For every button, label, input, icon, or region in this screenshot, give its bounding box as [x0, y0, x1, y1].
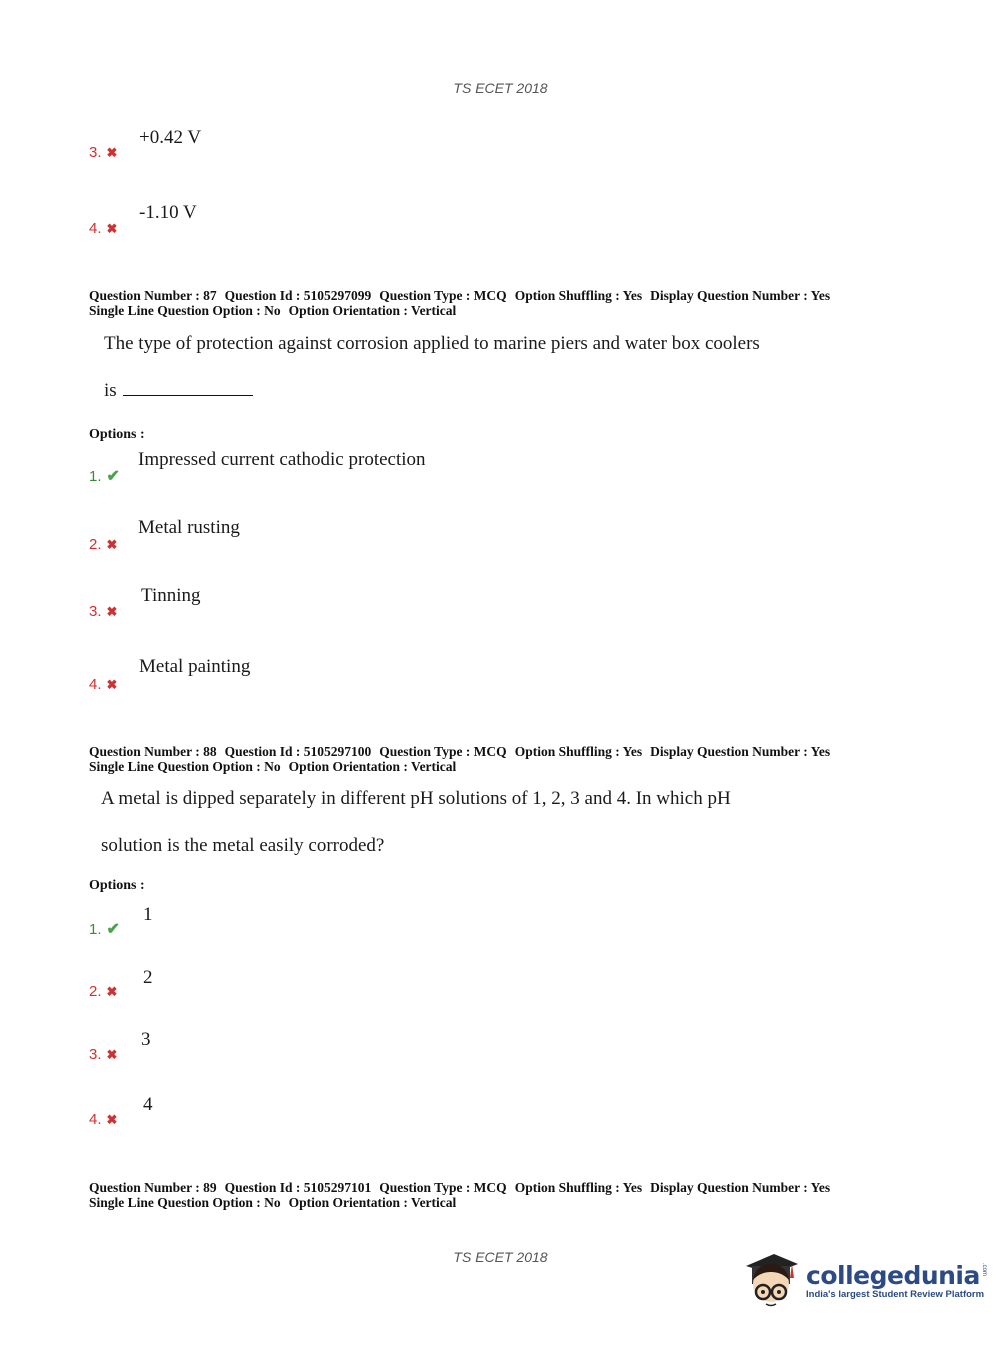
option-number	[89, 983, 117, 1000]
question-meta	[89, 744, 838, 774]
option-number-label: 1.	[89, 920, 102, 938]
option-number	[89, 603, 117, 620]
meta-option-orientation: Option Orientation : Vertical	[288, 759, 457, 774]
option-text: Metal rusting	[138, 517, 240, 538]
option-number-label: 4.	[89, 1111, 102, 1128]
meta-question-type: Question Type : MCQ	[379, 744, 507, 759]
meta-single-line-option: Single Line Question Option : No	[89, 303, 281, 318]
meta-display-question-number: Display Question Number : Yes	[650, 1180, 831, 1195]
options-label: Options :	[89, 427, 145, 442]
option-number	[89, 220, 117, 237]
option-number	[89, 466, 120, 486]
option-number	[89, 536, 117, 553]
cross-icon: ✖	[106, 536, 118, 552]
option-text: 4	[143, 1094, 153, 1115]
meta-question-number: Question Number : 89	[89, 1180, 217, 1195]
option-number	[89, 919, 120, 939]
meta-question-id: Question Id : 5105297101	[224, 1180, 372, 1195]
logo-name: collegedunia	[806, 1260, 980, 1290]
option-number	[89, 1046, 117, 1063]
mascot-icon	[742, 1250, 800, 1312]
option-number-label: 4.	[89, 676, 102, 693]
option-number-label: 2.	[89, 536, 102, 553]
collegedunia-logo	[742, 1250, 987, 1312]
option-text: 3	[141, 1029, 151, 1050]
option-number	[89, 676, 117, 693]
meta-single-line-option: Single Line Question Option : No	[89, 759, 281, 774]
meta-question-type: Question Type : MCQ	[379, 1180, 507, 1195]
question-text-line: solution is the metal easily corroded?	[101, 835, 385, 856]
meta-question-id: Question Id : 5105297099	[224, 288, 372, 303]
meta-single-line-option: Single Line Question Option : No	[89, 1195, 281, 1210]
cross-icon: ✖	[106, 676, 118, 692]
option-text: +0.42 V	[139, 127, 202, 148]
cross-icon: ✖	[106, 220, 118, 236]
question-text-line	[104, 380, 253, 402]
options-label: Options :	[89, 878, 145, 893]
logo-name-row	[806, 1260, 987, 1290]
question-meta	[89, 288, 838, 318]
meta-display-question-number: Display Question Number : Yes	[650, 288, 831, 303]
cross-icon: ✖	[106, 603, 118, 619]
cross-icon: ✖	[106, 144, 118, 160]
option-number	[89, 1111, 117, 1128]
cross-icon: ✖	[106, 1046, 118, 1062]
question-text-line: The type of protection against corrosion applied to marine piers and water box coolers	[104, 333, 760, 354]
meta-question-id: Question Id : 5105297100	[224, 744, 372, 759]
logo-tagline: India's largest Student Review Platform	[806, 1288, 985, 1300]
option-number-label: 1.	[89, 467, 102, 485]
page-header-title: TS ECET 2018	[453, 80, 548, 96]
meta-question-type: Question Type : MCQ	[379, 288, 507, 303]
logo-text-block	[806, 1260, 987, 1300]
check-icon: ✔	[106, 921, 120, 938]
option-text: Metal painting	[139, 656, 251, 677]
option-text: Tinning	[141, 585, 201, 606]
meta-option-shuffling: Option Shuffling : Yes	[514, 744, 643, 759]
option-number-label: 2.	[89, 983, 102, 1000]
meta-option-shuffling: Option Shuffling : Yes	[514, 288, 643, 303]
question-meta	[89, 1180, 838, 1210]
meta-question-number: Question Number : 88	[89, 744, 217, 759]
option-text: Impressed current cathodic protection	[138, 449, 426, 470]
option-number-label: 3.	[89, 1046, 102, 1063]
option-text: 1	[143, 904, 153, 925]
meta-question-number: Question Number : 87	[89, 288, 217, 303]
answer-blank	[123, 381, 253, 396]
cross-icon: ✖	[106, 1111, 118, 1127]
meta-option-shuffling: Option Shuffling : Yes	[514, 1180, 643, 1195]
logo-suffix: .com	[980, 1262, 987, 1276]
question-text-line: A metal is dipped separately in different pH solutions of 1, 2, 3 and 4. In which pH	[101, 788, 731, 809]
option-text: -1.10 V	[139, 202, 197, 223]
option-number	[89, 144, 117, 161]
cross-icon: ✖	[106, 983, 118, 999]
option-text: 2	[143, 967, 153, 988]
page-footer-title: TS ECET 2018	[453, 1249, 548, 1265]
meta-display-question-number: Display Question Number : Yes	[650, 744, 831, 759]
option-number-label: 4.	[89, 220, 102, 237]
check-icon: ✔	[106, 468, 120, 485]
option-number-label: 3.	[89, 144, 102, 161]
meta-option-orientation: Option Orientation : Vertical	[288, 1195, 457, 1210]
question-text-fragment: is	[104, 380, 117, 401]
meta-option-orientation: Option Orientation : Vertical	[288, 303, 457, 318]
option-number-label: 3.	[89, 603, 102, 620]
